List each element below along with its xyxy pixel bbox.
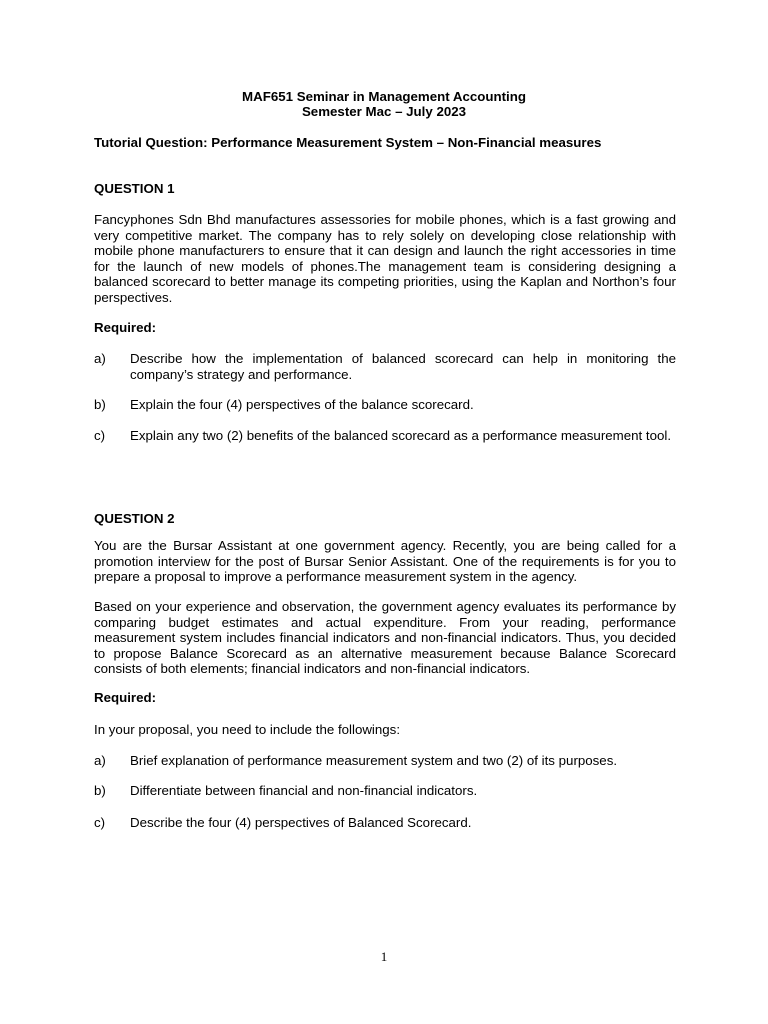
item-label: c) — [94, 428, 106, 443]
item-label: a) — [94, 753, 106, 768]
semester-title: Semester Mac – July 2023 — [301, 104, 467, 119]
item-text: Describe how the implementation of balanced scorecard can help in monitoring the company’s strategy and performance. — [130, 351, 676, 382]
item-label: b) — [94, 397, 106, 412]
question2-item-c — [94, 815, 676, 831]
question1-item-a — [94, 351, 676, 382]
tutorial-title: Tutorial Question: Performance Measurement System – Non-Financial measures — [94, 135, 602, 150]
item-text: Differentiate between financial and non-financial indicators. — [130, 783, 478, 798]
question2-required-label: Required: — [94, 690, 157, 705]
item-label: a) — [94, 351, 106, 366]
item-label: b) — [94, 783, 106, 798]
question1-item-b — [94, 397, 676, 413]
question2-intro: In your proposal, you need to include the followings: — [94, 722, 401, 737]
question2-item-b — [94, 783, 676, 799]
course-title: MAF651 Seminar in Management Accounting — [242, 89, 526, 104]
question1-item-c — [94, 428, 676, 444]
item-text: Explain any two (2) benefits of the balanced scorecard as a performance measurement tool. — [130, 428, 672, 443]
question1-required-label: Required: — [94, 320, 157, 335]
question2-paragraph-2: Based on your experience and observation, the government agency evaluates its performance by comparing budget estimates and actual expenditure. From your reading, performance measurement system includes financial indicators and non-financial indicators. Thus, you decided to propose Balance Scorecard as an alternative measurement because Balance Scorecard consists of both elements; financial indicators and non-financial indicators. — [94, 599, 676, 676]
question1-heading: QUESTION 1 — [94, 181, 175, 196]
question1-paragraph: Fancyphones Sdn Bhd manufactures assessories for mobile phones, which is a fast growing and very competitive market. The company has to rely solely on developing close relationship with mobile phone manufacturers to ensure that it can design and launch the right accessories in time for the launch of new models of phones.The management team is considering designing a balanced scorecard to better manage its competing priorities, using the Kaplan and Northon’s four perspectives. — [94, 212, 676, 305]
item-text: Explain the four (4) perspectives of the balance scorecard. — [130, 397, 474, 412]
question2-paragraph-1: You are the Bursar Assistant at one government agency. Recently, you are being called for a promotion interview for the post of Bursar Senior Assistant. One of the requirements is for you to prepare a proposal to improve a performance measurement system in the agency. — [94, 538, 676, 584]
question2-item-a — [94, 753, 676, 769]
page-number: 1 — [380, 949, 388, 964]
question2-heading: QUESTION 2 — [94, 511, 175, 526]
item-label: c) — [94, 815, 106, 830]
item-text: Describe the four (4) perspectives of Balanced Scorecard. — [130, 815, 472, 830]
item-text: Brief explanation of performance measurement system and two (2) of its purposes. — [130, 753, 618, 768]
